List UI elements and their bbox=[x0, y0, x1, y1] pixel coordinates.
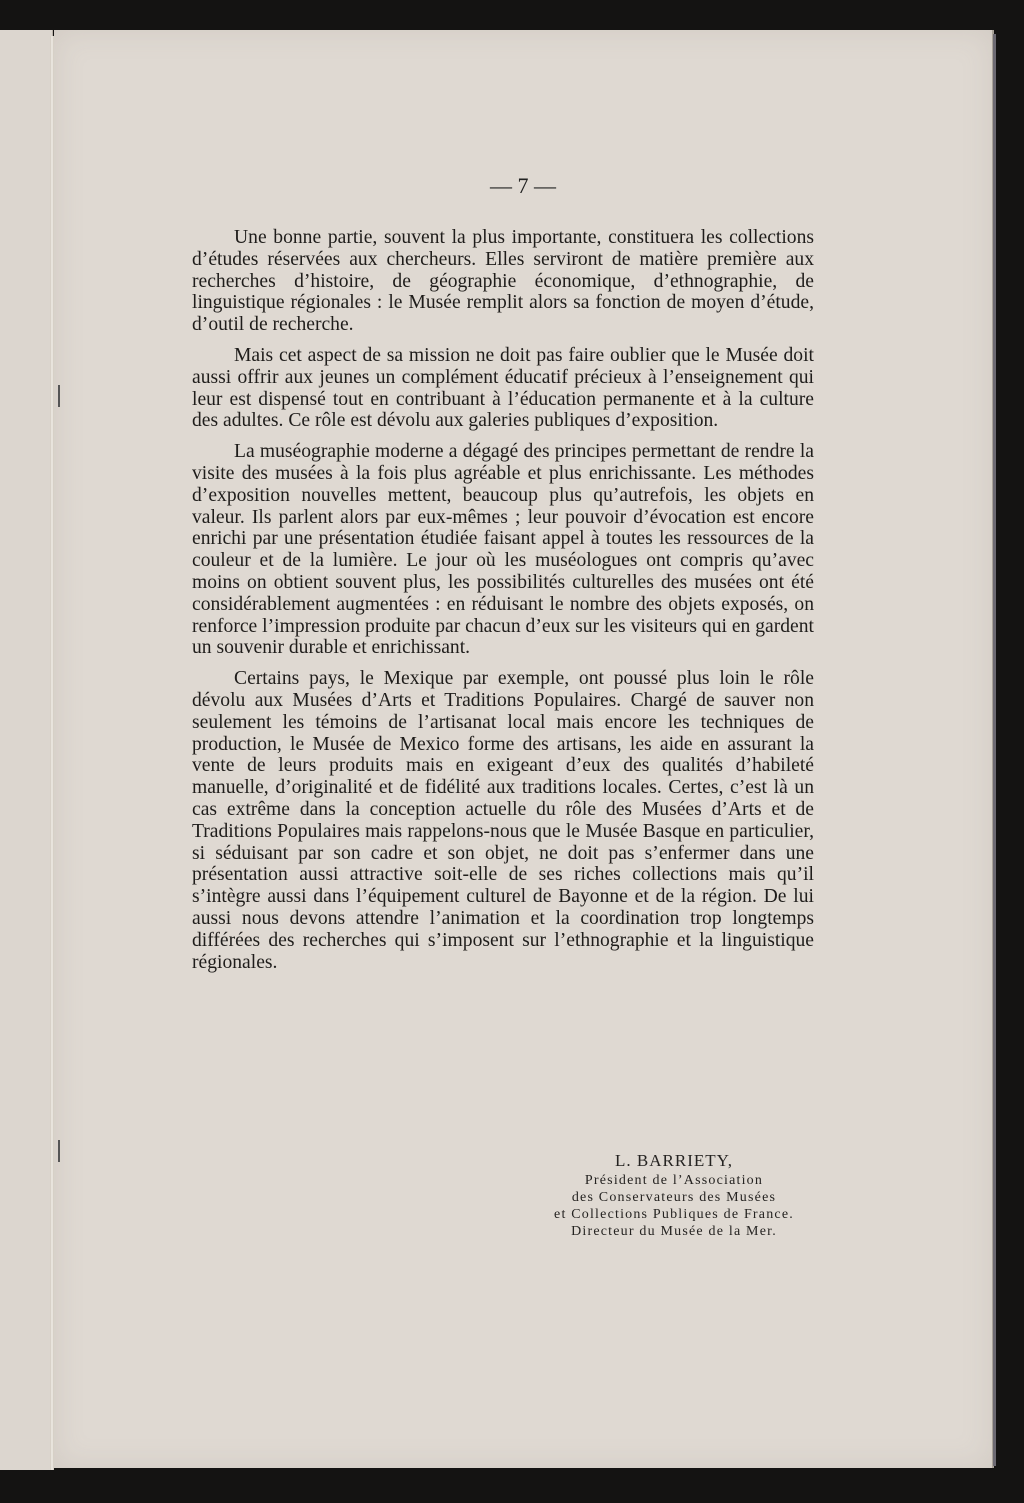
paragraph-4: Certains pays, le Mexique par exemple, ont poussé plus loin le rôle dévolu aux Musées d’Arts et Traditions Populaires. Chargé de sauver non seulement les témoins de l’artisanat local mais encore les techniques de production, le Musée de Mexico forme des artisans, les aide en assurant la vente de leurs produits mais en exigeant d’eux des qualités d’habileté manuelle, d’originalité et de fidélité aux traditions locales. Certes, c’est là un cas extrême dans la conception actuelle du rôle des Musées d’Arts et de Traditions Populaires mais rappelons-nous que le Musée Basque en particulier, si séduisant par son cadre et son objet, ne doit pas s’enfermer dans une présentation aussi attractive soit-elle de ses riches collections mais qu’il s’intègre aussi dans l’équipement culturel de Bayonne et de la région. De lui aussi nous devons attendre l’animation et la coordination trop longtemps différées des recherches qui s’imposent sur l’ethnographie et la linguistique régionales. bbox=[192, 668, 814, 973]
author-name: L. BARRIETY, bbox=[615, 1151, 733, 1170]
author-title-line: Président de l’Association bbox=[584, 1173, 764, 1188]
margin-mark bbox=[58, 385, 60, 407]
author-title-line: et Collections Publiques de France. bbox=[554, 1207, 794, 1222]
page-edge bbox=[993, 34, 996, 1466]
body-text bbox=[192, 227, 814, 982]
page-number: — 7 — bbox=[490, 173, 556, 198]
document-page bbox=[54, 30, 994, 1468]
paragraph-3: La muséographie moderne a dégagé des principes permettant de rendre la visite des musées à la fois plus agréable et plus enrichissante. Les méthodes d’exposition nouvelles mettent, beaucoup plus qu’autrefois, les objets en valeur. Ils parlent alors par eux-mêmes ; leur pouvoir d’évocation est encore enrichi par une présentation étudiée faisant appel à toutes les ressources de la couleur et de la lumière. Le jour où les muséologues ont compris qu’avec moins on obtient souvent plus, les possibilités culturelles des musées ont été considérablement augmentées : en réduisant le nombre des objets exposés, on renforce l’impression produite par chacun d’eux sur les visiteurs qui en gardent un souvenir durable et enrichissant. bbox=[192, 441, 814, 659]
facing-page-edge bbox=[0, 30, 53, 1470]
author-title-line: des Conservateurs des Musées bbox=[571, 1190, 777, 1205]
signature-block bbox=[474, 1150, 874, 1240]
paragraph-2: Mais cet aspect de sa mission ne doit pas faire oublier que le Musée doit aussi offrir aux jeunes un complément éducatif précieux à l’enseignement qui leur est dispensé tout en contribuant à l’éducation permanente et à la culture des adultes. Ce rôle est dévolu aux galeries publiques d’exposition. bbox=[192, 344, 814, 432]
paragraph-1: Une bonne partie, souvent la plus importante, constituera les collections d’études réservées aux chercheurs. Elles serviront de matière première aux recherches d’histoire, de géographie économique, d’ethnographie, de linguistique régionales : le Musée remplit alors sa fonction de moyen d’étude, d’outil de recherche. bbox=[192, 227, 814, 336]
author-title-line: Directeur du Musée de la Mer. bbox=[571, 1224, 777, 1239]
margin-mark bbox=[58, 1140, 60, 1162]
